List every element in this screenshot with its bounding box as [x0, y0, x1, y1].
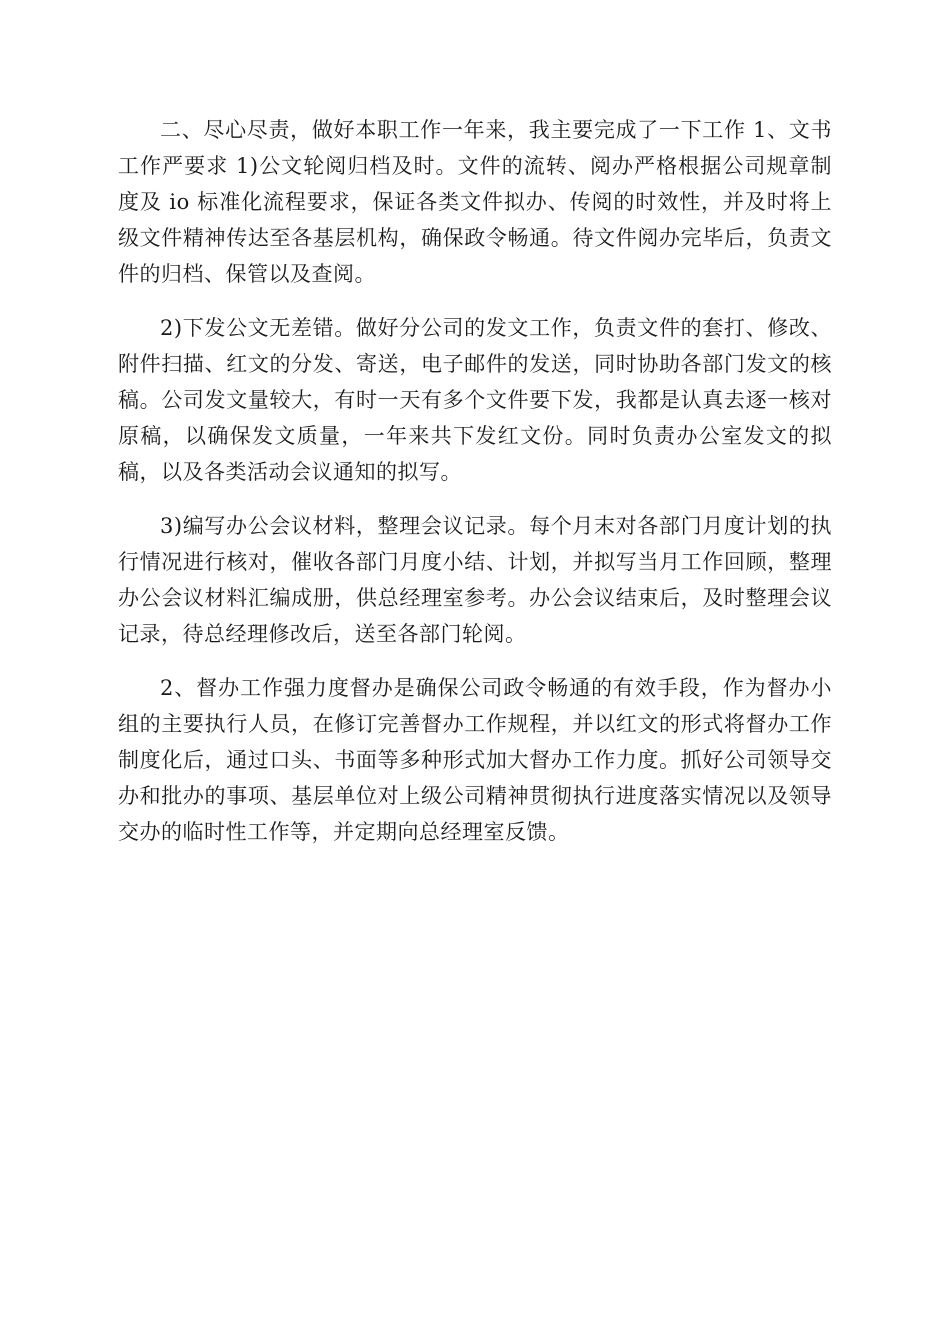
paragraph-1: 二、尽心尽责，做好本职工作一年来，我主要完成了一下工作 1、文书工作严要求 1)公文轮阅归档及时。文件的流转、阅办严格根据公司规章制度及 io 标准化流程要求，保证各类文件拟办、传阅的时效性，并及时将上级文件精神传达至各基层机构，确保政令畅通。待文件阅办完毕后，负责文件的归档、保管以及查阅。: [118, 118, 832, 286]
paragraph-3: 3)编写办公会议材料，整理会议记录。每个月末对各部门月度计划的执行情况进行核对，催收各部门月度小结、计划，并拟写当月工作回顾，整理办公会议材料汇编成册，供总经理室参考。办公会议结束后，及时整理会议记录，待总经理修改后，送至各部门轮阅。: [118, 514, 832, 646]
document-body: [118, 112, 832, 868]
paragraph-2: 2)下发公文无差错。做好分公司的发文工作，负责文件的套打、修改、附件扫描、红文的分发、寄送，电子邮件的发送，同时协助各部门发文的核稿。公司发文量较大，有时一天有多个文件要下发，我都是认真去逐一核对原稿，以确保发文质量，一年来共下发红文份。同时负责办公室发文的拟稿，以及各类活动会议通知的拟写。: [118, 316, 832, 484]
paragraph-4: 2、督办工作强力度督办是确保公司政令畅通的有效手段，作为督办小组的主要执行人员，在修订完善督办工作规程，并以红文的形式将督办工作制度化后，通过口头、书面等多种形式加大督办工作力度。抓好公司领导交办和批办的事项、基层单位对上级公司精神贯彻执行进度落实情况以及领导交办的临时性工作等，并定期向总经理室反馈。: [118, 676, 832, 844]
